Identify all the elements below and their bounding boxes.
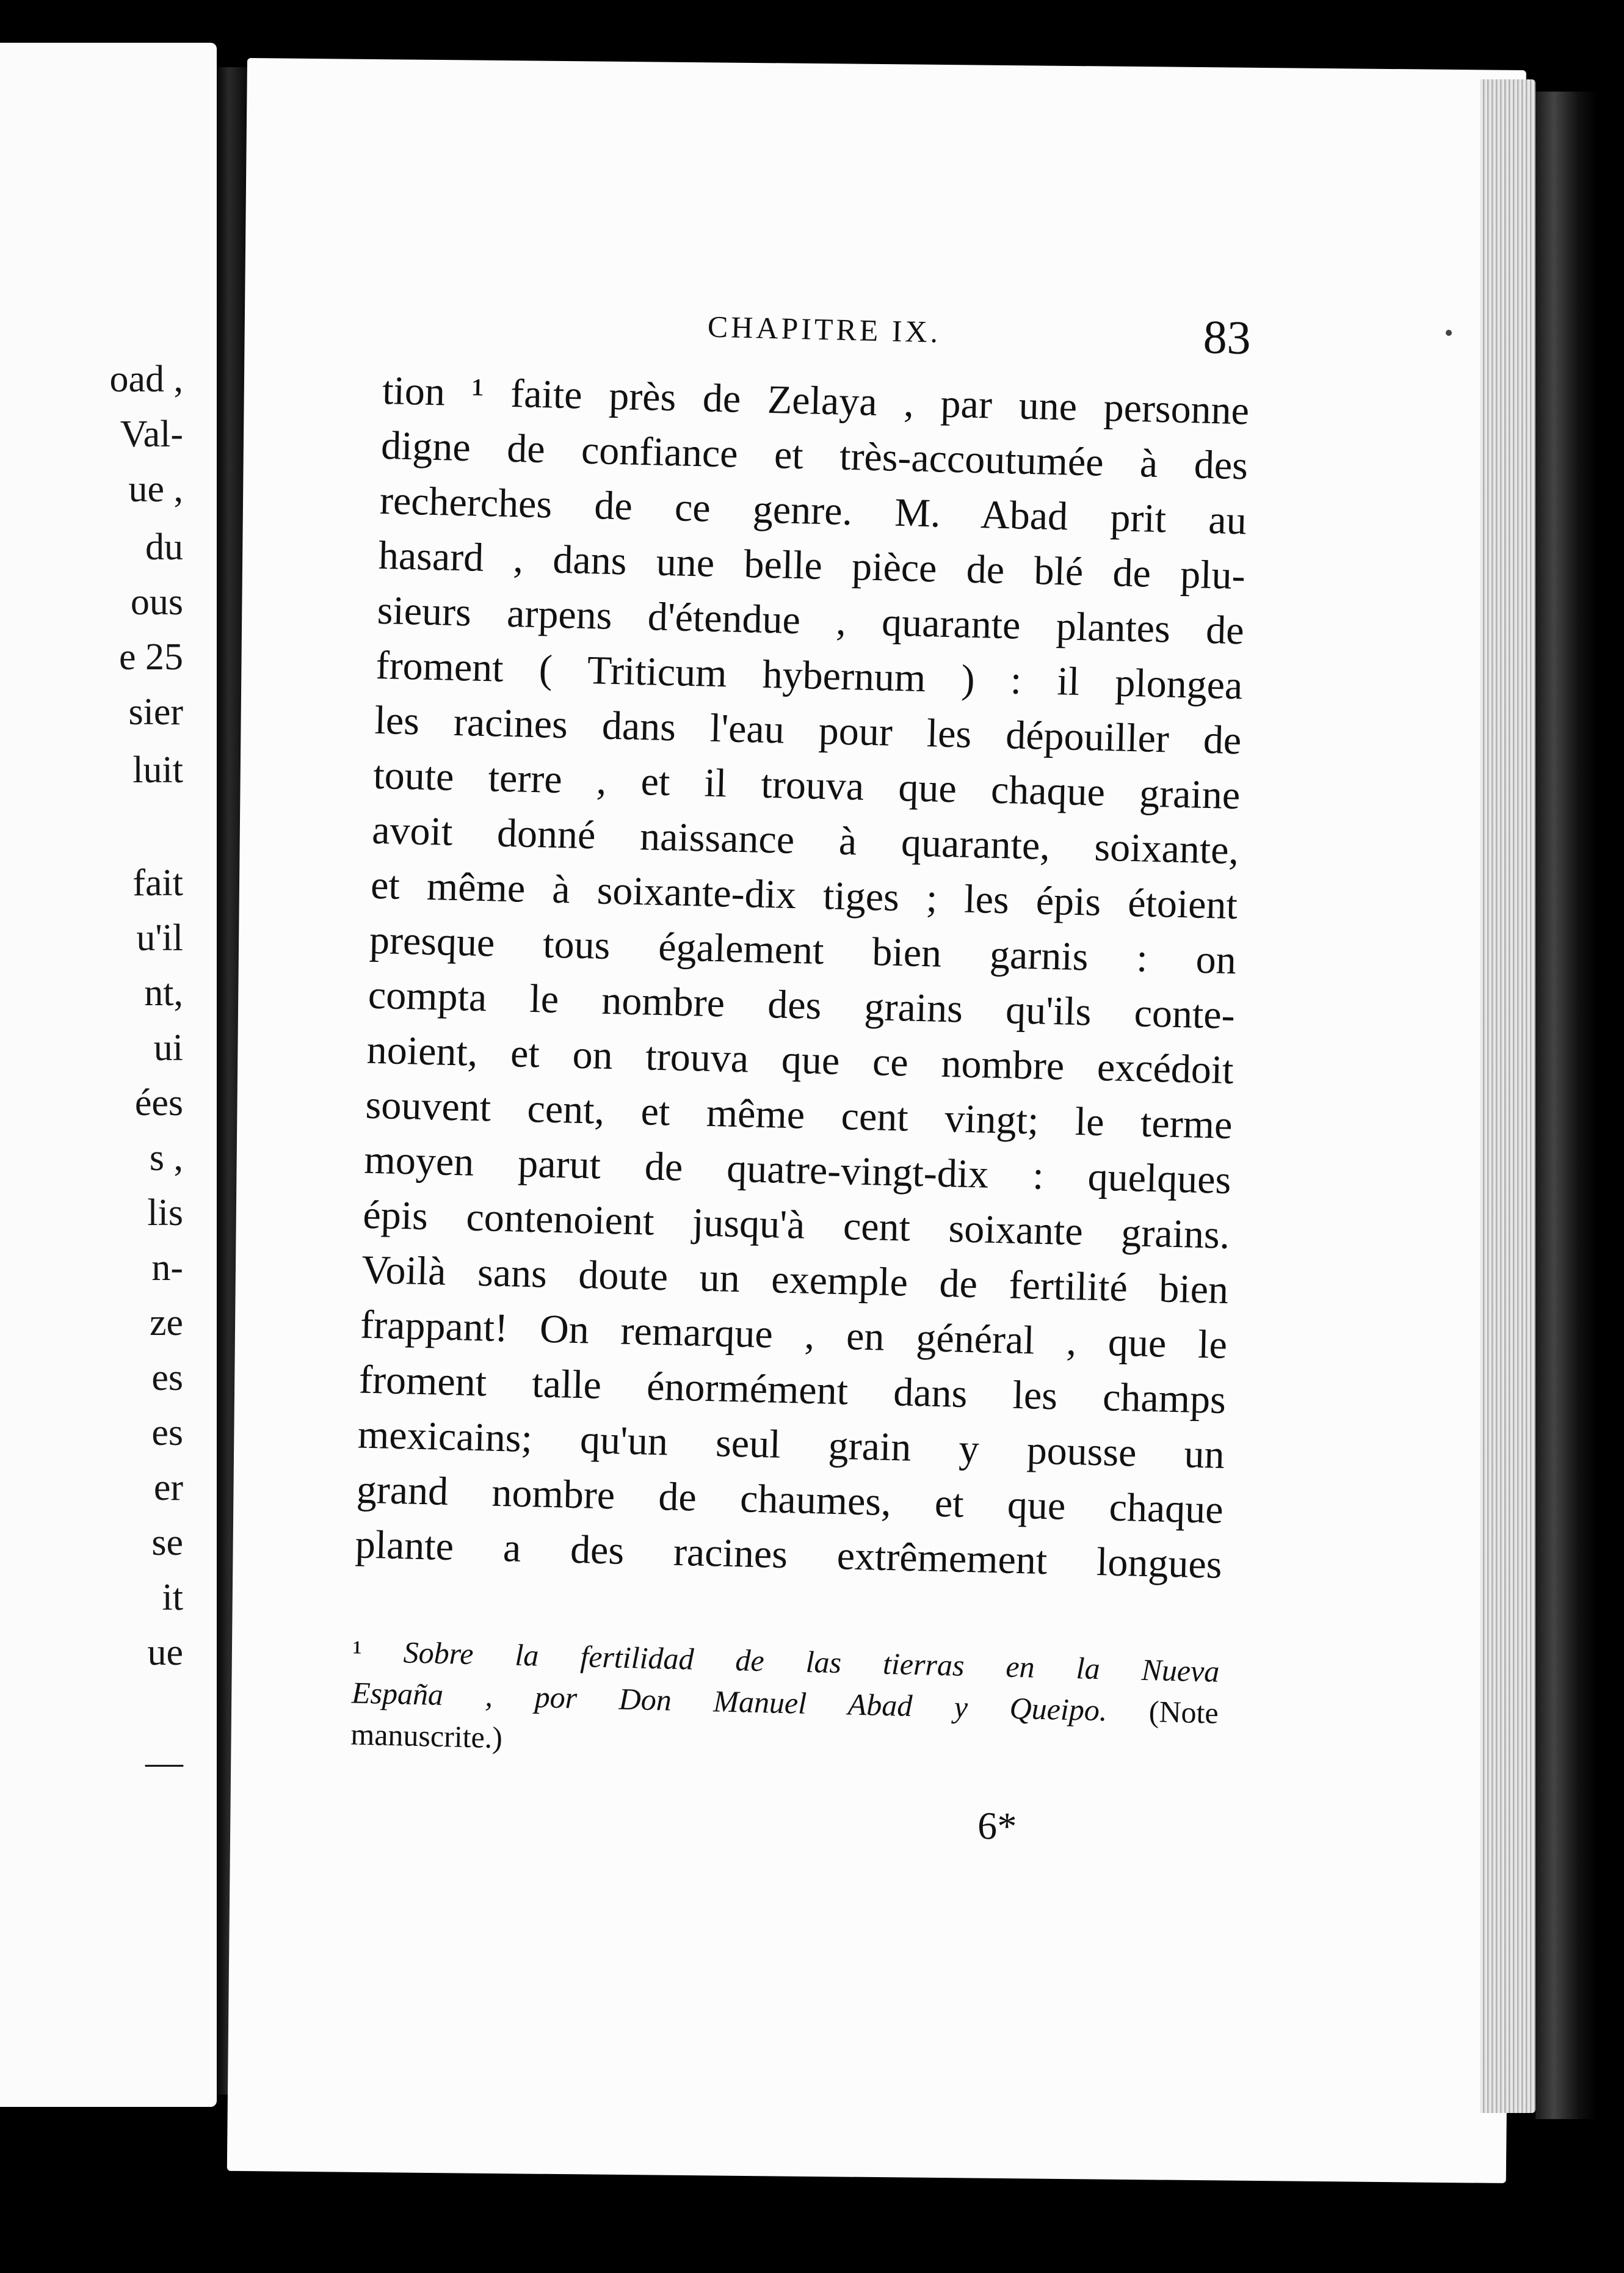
text-line: les racines dans l'eau pour les dépouiller de xyxy=(374,697,1242,763)
left-fragment: ue , xyxy=(128,468,183,510)
left-fragment: ze xyxy=(149,1302,183,1344)
left-fragment: fait xyxy=(132,862,183,904)
left-fragment: — xyxy=(145,1742,183,1783)
text-line: presque tous également bien garnis : on xyxy=(369,917,1237,983)
text-line: compta le nombre des grains qu'ils conte- xyxy=(368,972,1236,1038)
text-line: moyen parut de quatre-vingt-dix : quelques xyxy=(363,1137,1232,1203)
footnote-country: España , xyxy=(351,1675,493,1713)
left-fragment: ue xyxy=(147,1632,183,1673)
text-line: tion ¹ faite près de Zelaya , par une personne xyxy=(382,368,1250,434)
text-line: plante a des racines extrêmement longues xyxy=(354,1522,1223,1587)
text-line: Voilà sans doute un exemple de fertilité bien xyxy=(361,1247,1229,1313)
left-fragment: Val- xyxy=(120,413,183,455)
footnote-note: (Note xyxy=(1148,1694,1219,1730)
text-line: hasard , dans une belle pièce de blé de plu- xyxy=(378,533,1246,598)
left-fragment: s , xyxy=(149,1137,183,1179)
footnote-manuscrite: manuscrite.) xyxy=(350,1717,503,1755)
left-fragment: ées xyxy=(134,1082,183,1124)
text-line: avoit donné naissance à quarante, soixante, xyxy=(371,807,1239,873)
text-line: froment ( Triticum hybernum ) : il plongea xyxy=(375,642,1244,708)
left-facing-page xyxy=(0,43,217,2107)
page-number: 83 xyxy=(1202,310,1252,365)
left-fragment: u'il xyxy=(136,917,183,959)
footnote xyxy=(350,1630,1220,1775)
left-fragment: es xyxy=(151,1357,183,1398)
book-cover-edge xyxy=(1535,92,1597,2119)
left-fragment: n- xyxy=(151,1247,183,1289)
left-fragment: it xyxy=(162,1577,183,1618)
text-line: toute terre , et il trouva que chaque graine xyxy=(372,752,1241,818)
text-line: recherches de ce genre. M. Abad prit au xyxy=(379,478,1247,544)
left-fragment: ui xyxy=(153,1027,183,1069)
text-line: sieurs arpens d'étendue , quarante plantes de xyxy=(377,587,1245,653)
left-fragment: oad , xyxy=(109,358,183,400)
page-edges xyxy=(1481,79,1535,2113)
text-line: grand nombre de chaumes, et que chaque xyxy=(356,1467,1224,1532)
left-fragment: es xyxy=(151,1412,183,1453)
text-line: souvent cent, et même cent vingt; le terme xyxy=(364,1082,1233,1148)
text-line: frappant! On remarque , en général , que le xyxy=(360,1302,1228,1367)
left-fragment: se xyxy=(151,1522,183,1563)
left-fragment: sier xyxy=(128,691,183,733)
text-line: froment talle énormément dans les champs xyxy=(358,1357,1227,1422)
left-fragment: ous xyxy=(130,581,183,623)
signature-mark: 6* xyxy=(977,1803,1018,1849)
left-fragment: du xyxy=(145,526,183,568)
footnote-title: Sobre la fertilidad de las tierras en la Nueva xyxy=(403,1635,1220,1689)
body-text xyxy=(355,363,1250,1593)
text-line: digne de confiance et très-accoutumée à des xyxy=(380,423,1249,489)
footnote-por: por xyxy=(534,1679,578,1715)
text-line: mexicains; qu'un seul grain y pousse un xyxy=(357,1412,1225,1477)
footnote-author: Don Manuel Abad y Queipo. xyxy=(618,1681,1108,1728)
left-fragment: luit xyxy=(132,749,183,791)
page-content xyxy=(349,296,1252,1858)
left-fragment: lis xyxy=(147,1192,183,1234)
left-fragment: nt, xyxy=(144,972,183,1014)
text-line: noient, et on trouva que ce nombre excédoit xyxy=(366,1027,1234,1093)
ink-speck xyxy=(1446,330,1452,336)
footnote-marker: ¹ xyxy=(352,1634,363,1668)
left-fragment: e 25 xyxy=(118,636,183,678)
text-line: et même à soixante-dix tiges ; les épis étoient xyxy=(370,862,1238,928)
left-fragment: er xyxy=(153,1467,183,1508)
text-line: épis contenoient jusqu'à cent soixante grains. xyxy=(362,1192,1231,1258)
running-head: CHAPITRE IX. xyxy=(707,309,941,349)
